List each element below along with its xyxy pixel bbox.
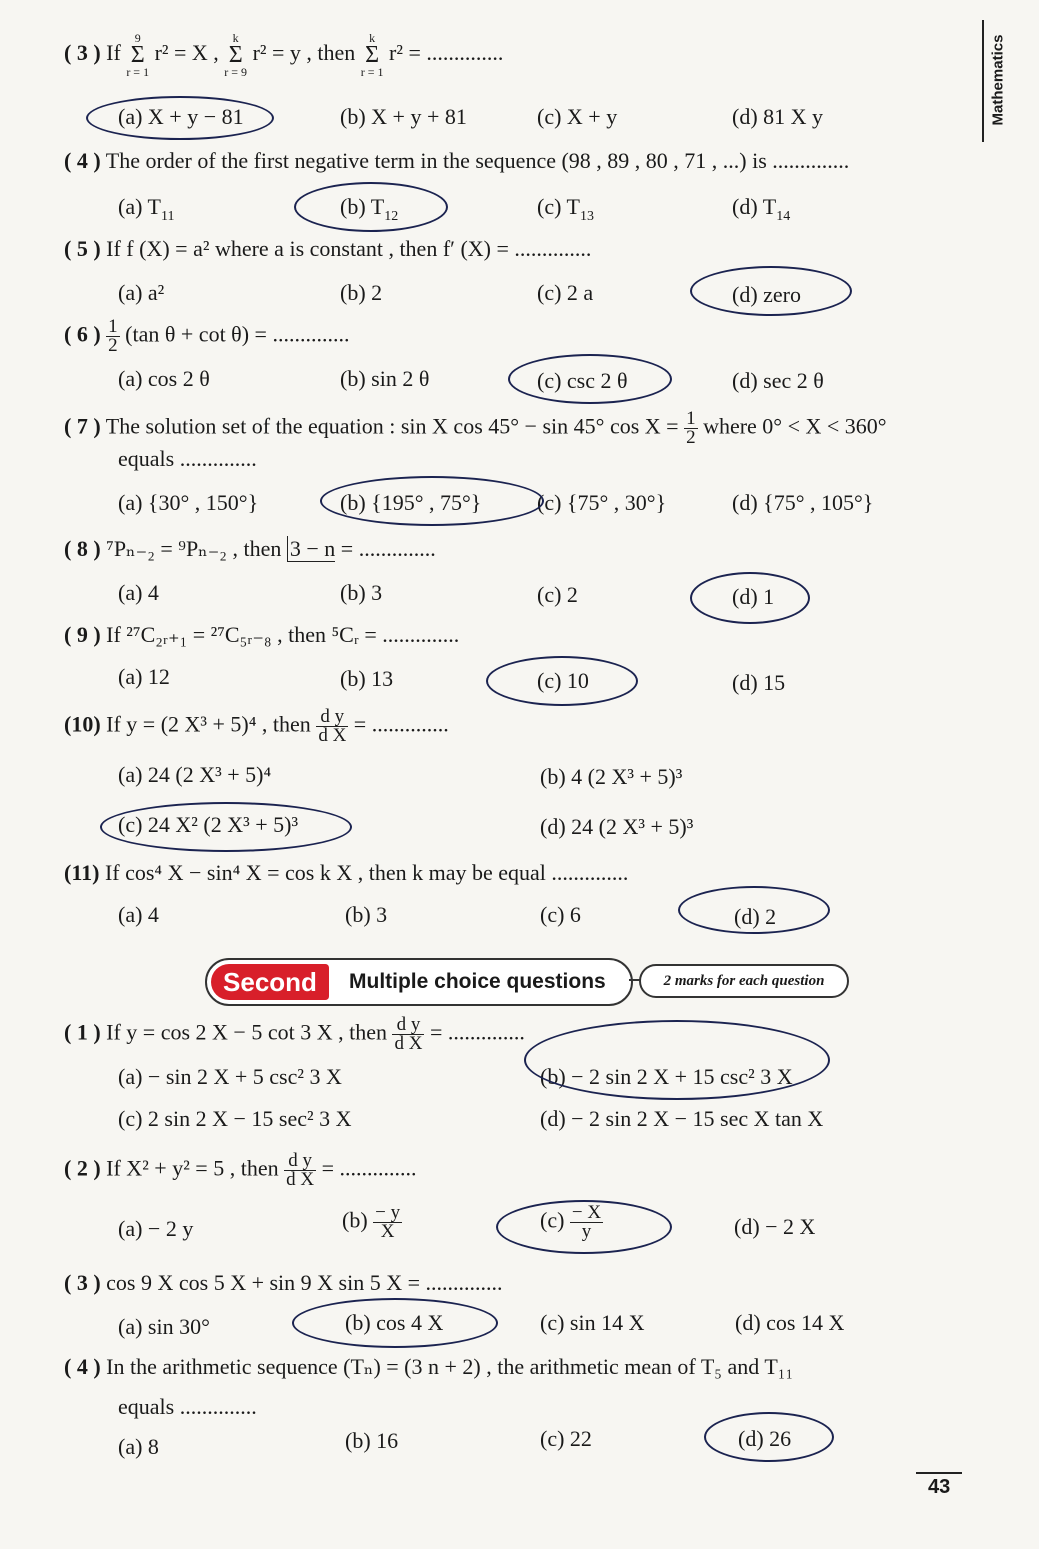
question-text: = .............. — [429, 1019, 525, 1045]
option-c[interactable]: (c) 2 — [537, 582, 578, 607]
section-banner — [205, 958, 845, 1004]
derivative-fraction — [316, 708, 348, 745]
option-b[interactable]: (b) 13 — [340, 666, 394, 691]
numerator: d y — [316, 708, 348, 727]
option-d[interactable]: (d) {75° , 105°} — [732, 490, 874, 515]
option-d[interactable]: (d) 81 X y — [732, 104, 824, 129]
sigma-upper: k — [232, 31, 239, 45]
question-s2 — [64, 1152, 417, 1189]
question-3 — [64, 32, 503, 78]
option-b[interactable]: (b) − 2 sin 2 X + 15 csc² 3 X — [540, 1064, 793, 1089]
question-text: If — [106, 40, 121, 66]
page-number: 43 — [928, 1476, 951, 1498]
question-text: = .............. — [321, 1155, 417, 1181]
option-a[interactable]: (a) − 2 y — [118, 1216, 194, 1241]
question-number: (10) — [64, 711, 101, 737]
option-subscript: 12 — [384, 209, 399, 224]
option-b[interactable] — [340, 194, 398, 225]
question-9 — [64, 622, 459, 648]
question-6 — [64, 318, 349, 355]
option-c[interactable]: (c) 6 — [540, 902, 581, 927]
question-number: ( 6 ) — [64, 321, 101, 347]
option-b[interactable]: (b) X + y + 81 — [340, 104, 467, 129]
question-text: = .............. — [353, 711, 449, 737]
question-number: (11) — [64, 860, 100, 885]
option-c[interactable]: (c) 2 a — [537, 280, 594, 305]
question-text: where 0° < X < 360° — [703, 413, 887, 439]
question-s4-continued: equals .............. — [118, 1394, 257, 1419]
question-text: If y = (2 X³ + 5)⁴ , then — [106, 711, 311, 737]
question-text: (tan θ + cot θ) = .............. — [125, 321, 350, 347]
question-s4 — [64, 1354, 793, 1380]
question-s3 — [64, 1270, 503, 1296]
option-label: (b) — [342, 1207, 368, 1233]
question-8 — [64, 536, 436, 562]
option-c[interactable]: (c) 24 X² (2 X³ + 5)³ — [118, 812, 299, 837]
denominator: 2 — [686, 427, 696, 448]
fraction — [684, 410, 698, 447]
option-a[interactable]: (a) cos 2 θ — [118, 366, 210, 391]
option-a[interactable]: (a) X + y − 81 — [118, 104, 244, 129]
option-c[interactable]: (c) 22 — [540, 1426, 592, 1451]
question-7-continued: equals .............. — [118, 446, 257, 471]
option-d[interactable]: (d) − 2 X — [734, 1214, 816, 1239]
question-text: If cos⁴ X − sin⁴ X = cos k X , then k may be equal .............. — [104, 860, 629, 885]
denominator: d X — [318, 725, 347, 746]
option-c[interactable]: (c) 2 sin 2 X − 15 sec² 3 X — [118, 1106, 352, 1131]
question-7 — [64, 410, 887, 447]
option-b[interactable]: (b) 4 (2 X³ + 5)³ — [540, 764, 683, 789]
numerator: d y — [284, 1152, 316, 1171]
question-number: ( 2 ) — [64, 1155, 101, 1181]
question-text: = .............. — [340, 536, 436, 561]
question-number: ( 7 ) — [64, 413, 101, 439]
denominator: d X — [394, 1033, 423, 1054]
section-title: Multiple choice questions — [349, 970, 606, 993]
option-b[interactable]: (b) 3 — [340, 580, 383, 605]
option-b[interactable]: (b) {195° , 75°} — [340, 490, 482, 515]
question-text: ⁷Pₙ₋₂ = ⁹Pₙ₋₂ , then — [106, 536, 282, 561]
subject-tab — [982, 20, 1016, 142]
option-d[interactable]: (d) 15 — [732, 670, 786, 695]
option-c[interactable]: (c) {75° , 30°} — [537, 490, 667, 515]
question-text: The order of the first negative term in the sequence (98 , 89 , 80 , 71 , ...) is .............. — [105, 148, 850, 173]
derivative-fraction — [392, 1016, 424, 1053]
option-c[interactable] — [540, 1204, 603, 1241]
sigma-symbol: k Σ r = 1 — [360, 31, 384, 79]
option-d[interactable]: (d) 26 — [738, 1426, 792, 1451]
numerator: − X — [571, 1202, 602, 1223]
option-label: (c) — [540, 1207, 565, 1233]
option-b[interactable]: (b) 16 — [345, 1428, 399, 1453]
question-4 — [64, 148, 849, 174]
fraction — [570, 1204, 603, 1241]
option-subscript: 13 — [579, 209, 594, 224]
option-d[interactable]: (d) 1 — [732, 584, 775, 609]
numerator: 1 — [108, 316, 118, 337]
option-subscript: 14 — [776, 209, 791, 224]
option-c[interactable]: (c) csc 2 θ — [537, 368, 628, 393]
option-a[interactable]: (a) 4 — [118, 902, 159, 927]
sigma-symbol: 9 Σ r = 1 — [126, 31, 150, 79]
question-number: ( 5 ) — [64, 236, 101, 261]
page-number-rule — [916, 1472, 962, 1474]
question-number: ( 1 ) — [64, 1019, 101, 1045]
option-c[interactable]: (c) 10 — [537, 668, 589, 693]
marks-note: 2 marks for each question — [639, 964, 849, 998]
question-11 — [64, 860, 628, 886]
option-b[interactable] — [342, 1204, 402, 1241]
option-a[interactable]: (a) sin 30° — [118, 1314, 210, 1339]
option-label: (b) T — [340, 194, 385, 219]
option-a[interactable]: (a) 12 — [118, 664, 170, 689]
question-s1 — [64, 1016, 525, 1053]
option-a[interactable]: (a) a² — [118, 280, 165, 305]
option-a[interactable]: (a) − sin 2 X + 5 csc² 3 X — [118, 1064, 342, 1089]
denominator: X — [380, 1221, 395, 1242]
option-d[interactable]: (d) cos 14 X — [735, 1310, 845, 1335]
question-5 — [64, 236, 591, 262]
question-number: ( 8 ) — [64, 536, 101, 561]
sigma-lower: r = 9 — [224, 65, 248, 79]
option-label: (c) T — [537, 194, 580, 219]
option-c[interactable]: (c) X + y — [537, 104, 618, 129]
question-text: The solution set of the equation : sin X cos 45° − sin 45° cos X = — [105, 413, 679, 439]
option-a[interactable]: (a) 8 — [118, 1434, 159, 1459]
option-b[interactable]: (b) 3 — [345, 902, 388, 927]
sigma-symbol: k Σ r = 9 — [224, 31, 248, 79]
option-b[interactable]: (b) cos 4 X — [345, 1310, 444, 1335]
numerator: 1 — [686, 408, 696, 429]
question-text: r² = .............. — [389, 40, 504, 66]
question-text: r² = X , — [154, 40, 219, 66]
question-text: If f (X) = a² where a is constant , then f′ (X) = .............. — [106, 236, 592, 261]
option-d[interactable]: (d) sec 2 θ — [732, 368, 824, 393]
option-d[interactable]: (d) 2 — [734, 904, 777, 929]
denominator: d X — [286, 1169, 315, 1190]
question-number: ( 9 ) — [64, 622, 101, 647]
numerator: d y — [392, 1016, 424, 1035]
question-text: r² = y , then — [252, 40, 356, 66]
option-d[interactable]: (d) zero — [732, 282, 802, 307]
question-text: In the arithmetic sequence (Tₙ) = (3 n + 2) , the arithmetic mean of T₅ and T₁₁ — [106, 1354, 794, 1379]
subject-label: Mathematics — [989, 34, 1007, 126]
option-label: (a) T — [118, 194, 161, 219]
option-a[interactable] — [118, 194, 174, 225]
option-c[interactable] — [537, 194, 594, 225]
option-d[interactable]: (d) − 2 sin 2 X − 15 sec X tan X — [540, 1106, 824, 1131]
sigma-lower: r = 1 — [360, 65, 384, 79]
question-number: ( 3 ) — [64, 40, 101, 66]
option-label: (d) T — [732, 194, 777, 219]
option-a[interactable]: (a) 4 — [118, 580, 159, 605]
section-label: Second — [211, 964, 329, 1000]
fraction — [106, 318, 120, 355]
question-text: If X² + y² = 5 , then — [106, 1155, 279, 1181]
factorial-expression: 3 − n — [287, 536, 335, 562]
option-d[interactable]: (d) 24 (2 X³ + 5)³ — [540, 814, 694, 839]
numerator: − y — [375, 1202, 401, 1223]
option-d[interactable] — [732, 194, 790, 225]
fraction — [373, 1204, 402, 1241]
option-a[interactable]: (a) 24 (2 X³ + 5)⁴ — [118, 762, 272, 787]
sigma-lower: r = 1 — [126, 65, 150, 79]
question-10 — [64, 708, 449, 745]
option-subscript: 11 — [160, 209, 175, 224]
banner-pill — [205, 958, 633, 1006]
question-text: cos 9 X cos 5 X + sin 9 X sin 5 X = .............. — [106, 1270, 503, 1295]
denominator: y — [581, 1221, 592, 1242]
question-number: ( 3 ) — [64, 1270, 101, 1295]
sigma-upper: k — [369, 31, 376, 45]
question-text: If ²⁷C₂ᵣ₊₁ = ²⁷C₅ᵣ₋₈ , then ⁵Cᵣ = .............. — [106, 622, 460, 647]
option-b[interactable]: (b) sin 2 θ — [340, 366, 430, 391]
option-b[interactable]: (b) 2 — [340, 280, 383, 305]
option-c[interactable]: (c) sin 14 X — [540, 1310, 645, 1335]
question-text: If y = cos 2 X − 5 cot 3 X , then — [106, 1019, 387, 1045]
question-number: ( 4 ) — [64, 1354, 101, 1379]
question-number: ( 4 ) — [64, 148, 101, 173]
denominator: 2 — [108, 335, 118, 356]
derivative-fraction — [284, 1152, 316, 1189]
sigma-upper: 9 — [134, 31, 141, 45]
option-a[interactable]: (a) {30° , 150°} — [118, 490, 259, 515]
